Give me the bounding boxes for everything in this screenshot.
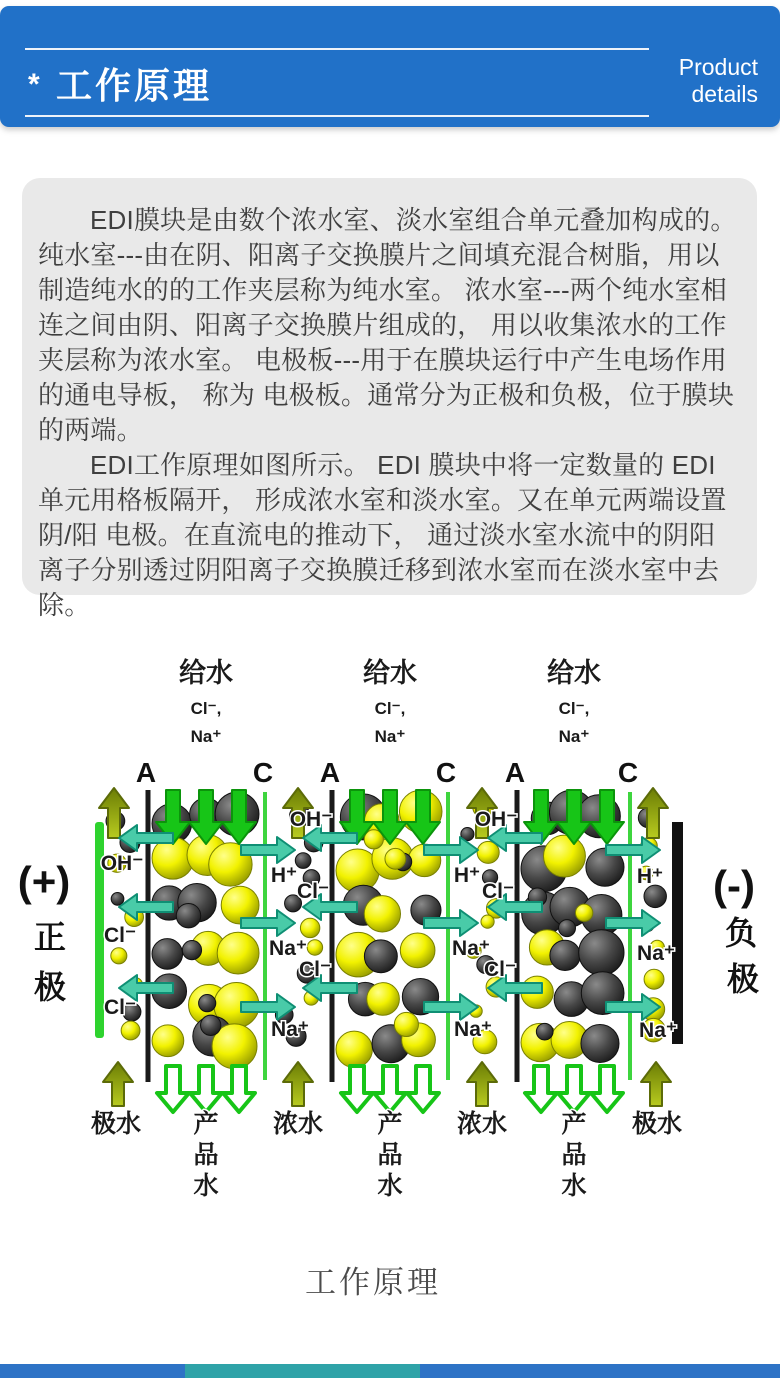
bottom-label-7: 极水 [631, 1110, 683, 1138]
product-water-down-arrow [157, 1066, 189, 1112]
product-water-down-arrow [591, 1066, 623, 1112]
cathode-chamber-ion-2: Na⁺ [637, 942, 675, 965]
resin-bead-small [182, 941, 201, 960]
feed-water-label-1: 给水 [179, 658, 233, 688]
product-water-down-arrow [558, 1066, 590, 1112]
resin-bead-small [394, 1012, 418, 1036]
resin-bead-small [199, 995, 216, 1012]
up-flow-arrow-bottom [641, 1062, 671, 1106]
product-details-label [679, 54, 758, 108]
bottom-label-1: 极水 [90, 1110, 142, 1138]
up-flow-arrow-bottom [103, 1062, 133, 1106]
feed-water-label-3: 给水 [547, 658, 601, 688]
feed-ion-cl-1: Cl⁻, [190, 699, 222, 718]
positive-electrode-name-2: 极 [33, 969, 67, 1005]
resin-bead-small [176, 903, 200, 927]
positive-electrode-name-1: 正 [33, 919, 67, 955]
concentrate-ion-label-2-4: Na⁺ [452, 937, 490, 960]
product-water-down-arrow [407, 1066, 439, 1112]
product-details-line2: details [691, 81, 758, 107]
cathode-chamber-ion-3: Na⁺ [639, 1019, 677, 1042]
intro-paragraph-1: EDI膜块是由数个浓水室、淡水室组合单元叠加构成的。 纯水室---由在阴、阳离子交换膜片之间填充混合树脂，用以 制造纯水的的工作夹层称为纯水室。 浓水室---两个纯水室相连之间由阴、阳离子交换膜片组成的， 用以收集浓水的工作夹层称为浓水室。 电极板---用于在膜块运行中产生电场作用的通电导板， 称为 电极板。通常分为正极和负极，位于膜块的两端。 [38, 205, 737, 445]
cation-membrane-label-3: C [617, 757, 639, 788]
bottom-label-3: 浓水 [272, 1110, 324, 1138]
resin-bead [550, 940, 580, 970]
feed-ion-na-1: Na⁺ [190, 727, 222, 746]
concentrate-ion-label-1-6: Na⁺ [271, 1018, 309, 1041]
footer-bar [0, 1364, 780, 1378]
section-header-banner [0, 6, 780, 127]
up-flow-arrow-bottom [467, 1062, 497, 1106]
intro-text-card [22, 178, 757, 620]
edi-principle-diagram [0, 630, 780, 1230]
ion-bead [481, 915, 494, 928]
anion-membrane-label-2: A [319, 757, 341, 788]
feed-ion-cl-3: Cl⁻, [558, 699, 590, 718]
concentrate-ion-label-2-5: Cl⁻ [483, 958, 517, 981]
resin-bead [579, 930, 624, 975]
resin-bead-small [575, 904, 592, 921]
negative-electrode-name-1: 负 [724, 915, 758, 951]
concentrate-ion-label-1-2: H⁺ [270, 864, 298, 887]
bottom-label-2: 产 [193, 1110, 219, 1138]
feed-ion-cl-2: Cl⁻, [374, 699, 406, 718]
bottom-label-4: 水 [377, 1172, 403, 1200]
cation-membrane-label-2: C [435, 757, 457, 788]
section-title: 工作原理 [56, 65, 213, 106]
product-water-down-arrow [525, 1066, 557, 1112]
ion-bead [111, 948, 127, 964]
bottom-label-6: 品 [561, 1141, 587, 1169]
cathode-chamber-ion-1: H⁺ [636, 865, 664, 888]
footer-progress-segment [185, 1364, 420, 1378]
product-details-line1: Product [678, 54, 758, 80]
ion-bead [111, 893, 124, 906]
bottom-label-6: 水 [561, 1172, 587, 1200]
ion-bead [644, 969, 664, 989]
anion-membrane-label-3: A [504, 757, 526, 788]
resin-bead [581, 1024, 619, 1062]
anode-chamber-ion-1: OH⁻ [100, 852, 144, 875]
anode-chamber-ion-3: Cl⁻ [103, 996, 137, 1019]
anode-chamber-ion-2: Cl⁻ [103, 924, 137, 947]
up-flow-arrow-bottom [283, 1062, 313, 1106]
resin-bead [217, 932, 259, 974]
anion-membrane-label-1: A [135, 757, 157, 788]
intro-paragraph-2: EDI工作原理如图所示。 EDI 膜块中将一定数量的 EDI 单元用格板隔开， 形成浓水室和淡水室。又在单元两端设置 阴/阳 电极。在直流电的推动下， 通过淡水室水流中的阴阳 离子分别透过阴阳离子交换膜迁移到浓水室而在淡水室中去除。 [38, 450, 727, 620]
ion-bead [295, 853, 311, 869]
header-rule-bottom [25, 115, 649, 117]
product-water-down-arrow [190, 1066, 222, 1112]
resin-bead [544, 835, 586, 877]
concentrate-ion-label-2-1: OH⁻ [474, 808, 518, 831]
concentrate-ion-label-1-3: Cl⁻ [296, 880, 330, 903]
bottom-label-6: 产 [561, 1110, 587, 1138]
edi-diagram-svg [0, 630, 780, 1230]
resin-bead [367, 983, 400, 1016]
concentrate-ion-label-1-5: Cl⁻ [298, 958, 332, 981]
resin-bead [364, 940, 397, 973]
bottom-label-4: 品 [377, 1141, 403, 1169]
negative-electrode-bar [672, 822, 683, 1044]
feed-water-label-2: 给水 [363, 658, 417, 688]
header-rule-top [25, 48, 649, 50]
resin-bead-small [559, 920, 576, 937]
ion-bead [307, 940, 322, 955]
positive-electrode-sign: (+) [17, 858, 71, 905]
bottom-label-2: 水 [193, 1172, 219, 1200]
bottom-label-2: 品 [193, 1141, 219, 1169]
resin-bead [152, 1025, 184, 1057]
feed-ion-na-2: Na⁺ [374, 727, 406, 746]
concentrate-ion-label-2-6: Na⁺ [454, 1018, 492, 1041]
cation-membrane-label-1: C [252, 757, 274, 788]
negative-electrode-name-2: 极 [726, 961, 760, 997]
negative-electrode-sign: (-) [713, 862, 755, 909]
concentrate-ion-label-2-2: H⁺ [453, 864, 481, 887]
bottom-label-5: 浓水 [456, 1110, 508, 1138]
concentrate-ion-label-2-3: Cl⁻ [481, 880, 515, 903]
ion-bead [121, 1021, 140, 1040]
product-water-down-arrow [374, 1066, 406, 1112]
resin-bead-small [385, 848, 406, 869]
resin-bead [336, 1031, 372, 1067]
concentrate-ion-label-1-1: OH⁻ [289, 808, 333, 831]
title-bullet: * [28, 68, 40, 101]
resin-bead-small [536, 1023, 553, 1040]
bottom-label-4: 产 [377, 1110, 403, 1138]
ion-bead [300, 918, 319, 937]
resin-bead-small [201, 1015, 221, 1035]
ion-bead [644, 885, 666, 907]
feed-ion-na-3: Na⁺ [558, 727, 590, 746]
concentrate-ion-label-1-4: Na⁺ [269, 937, 307, 960]
diagram-caption: 工作原理 [305, 1265, 441, 1300]
resin-bead [400, 933, 435, 968]
resin-bead [152, 939, 183, 970]
resin-bead [364, 896, 400, 932]
product-water-down-arrow [341, 1066, 373, 1112]
product-water-down-arrow [223, 1066, 255, 1112]
